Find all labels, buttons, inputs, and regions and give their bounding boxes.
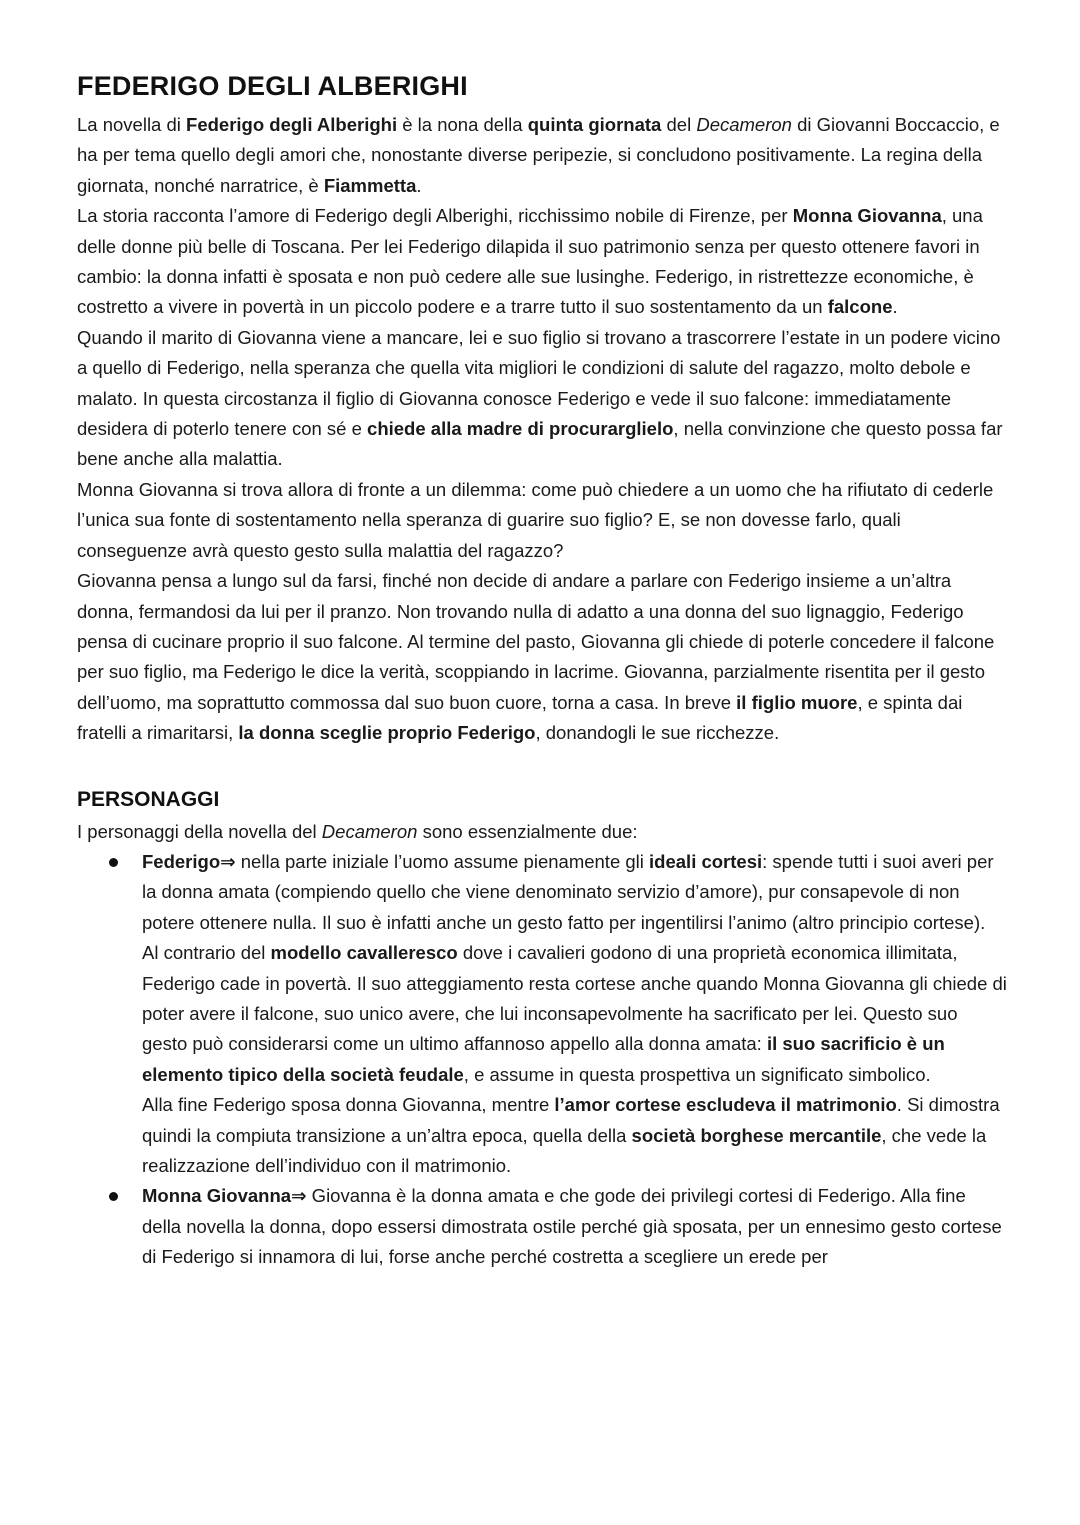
federigo-paragraph-2 [142, 938, 1007, 1090]
bold-text: chiede alla madre di procurarglielo [367, 418, 674, 440]
text: di Giovanni Boccaccio, e ha per tema quello degli amori che, nonostante diverse peripezie, si concludono positivamente. La regina della giornata, nonché narratrice, è [77, 114, 1000, 196]
text: , che vede la realizzazione dell’individuo con il matrimonio. [142, 1124, 987, 1176]
text: del [661, 114, 697, 135]
character-name: Federigo⇒ [142, 850, 236, 872]
text: , donandogli le sue ricchezze. [535, 722, 780, 744]
bold-text: ideali cortesi [649, 850, 763, 872]
paragraph-intro [77, 110, 1007, 201]
italic-text: Decameron [696, 114, 792, 135]
text: , una delle donne più belle di Toscana. Per lei Federigo dilapida il suo patrimonio senza per questo ottenere favori in cambio: la donna infatti è sposata e non può cedere alle sue lusinghe. Federigo, in ristrettezze economiche, è costretto a vivere in povertà in un piccolo podere e a trarre tutto il suo sostentamento da un [77, 205, 983, 318]
text: è la nona della [397, 114, 528, 135]
text: I personaggi della novella del [77, 820, 322, 842]
paragraph-personaggi-intro [77, 817, 1007, 847]
bold-text: falcone [827, 296, 893, 318]
text: : spende tutti i suoi averi per la donna amata (compiendo quello che viene denominato servizio d’amore), pur consapevole di non potere ottenere nulla. Il suo è infatti anche un gesto fatto per ingentilirsi l’animo (altro principio cortese). [142, 850, 994, 933]
bold-text: Fiammetta [323, 174, 417, 196]
paragraph-dilemma: Monna Giovanna si trova allora di fronte a un dilemma: come può chiedere a un uomo che ha rifiutato di cederle l’unica sua fonte di sostentamento nella speranza di guarire suo figlio? E, se non dovesse farlo, quali conseguenze avrà questo gesto sulla malattia del ragazzo? [77, 478, 994, 561]
text: Giovanna è la donna amata e che gode dei privilegi cortesi di Federigo. Alla fine della novella la donna, dopo essersi dimostrata ostile perché già sposata, per un ennesimo gesto cortese di Federigo si innamora di lui, forse anche perché costretta a scegliere un erede per [142, 1185, 1002, 1268]
section-heading-personaggi: PERSONAGGI [77, 787, 220, 811]
italic-text: Decameron [321, 820, 418, 842]
text: Giovanna pensa a lungo sul da farsi, finché non decide di andare a parlare con Federigo insieme a un’altra donna, fermandosi da lui per il pranzo. Non trovando nulla di adatto a una donna del suo lignaggio, Federigo pensa di cucinare proprio il suo falcone. Al termine del pasto, Giovanna gli chiede di poterle concedere il falcone per suo figlio, ma Federigo le dice la verità, scoppiando in lacrime. Giovanna, parzialmente risentita per il gesto dell’uomo, ma soprattutto commossa dal suo buon cuore, torna a casa. In breve [77, 570, 995, 713]
bullet-icon [109, 858, 118, 867]
text: Quando il marito di Giovanna viene a mancare, lei e suo figlio si trovano a trascorrere l’estate in un podere vicino a quello di Federigo, nella speranza che quella vita migliori le condizioni di salute del ragazzo, molto debole e malato. In questa circostanza il figlio di Giovanna conosce Federigo e vede il suo falcone: immediatamente desidera di poterlo tenere con sé e [77, 326, 1001, 440]
text: , e assume in questa prospettiva un significato simbolico. [463, 1063, 931, 1085]
giovanna-paragraph-1 [142, 1181, 1007, 1272]
text: , e spinta dai fratelli a rimaritarsi, [77, 691, 963, 744]
character-list [77, 847, 1007, 1273]
federigo-paragraph-3 [142, 1090, 1007, 1181]
bold-text: il figlio muore [736, 691, 858, 713]
federigo-paragraph-1 [142, 847, 1007, 938]
bold-text: l’amor cortese escludeva il matrimonio [554, 1094, 897, 1116]
list-item-giovanna [77, 1181, 1007, 1272]
bold-text: la donna sceglie proprio Federigo [238, 722, 536, 744]
text: . Si dimostra quindi la compiuta transizione a un’altra epoca, quella della [142, 1094, 1000, 1146]
bold-text: modello cavalleresco [270, 942, 458, 964]
bold-text: società borghese mercantile [631, 1124, 882, 1146]
bold-text: il suo sacrificio è un elemento tipico della società feudale [142, 1033, 945, 1085]
list-item-federigo [77, 847, 1007, 1181]
section-gap [77, 749, 1007, 785]
character-name: Monna Giovanna⇒ [142, 1185, 307, 1207]
text: sono essenzialmente due: [417, 820, 638, 842]
document-page [77, 68, 1007, 1273]
bold-text: Monna Giovanna [792, 205, 942, 227]
text: La novella di [77, 114, 187, 135]
text: . [416, 174, 422, 196]
text: La storia racconta l’amore di Federigo degli Alberighi, ricchissimo nobile di Firenze, per [77, 205, 793, 227]
text: dove i cavalieri godono di una proprietà economica illimitata, Federigo cade in povertà. Il suo atteggiamento resta cortese anche quando Monna Giovanna gli chiede di poter avere il falcone, suo unico avere, che lui inconsapevolmente ha sacrificato per lei. Questo suo gesto può considerarsi come un ultimo affannoso appello alla donna amata: [142, 942, 1007, 1055]
bold-text: quinta giornata [527, 114, 662, 135]
text: nella parte iniziale l’uomo assume pienamente gli [235, 850, 650, 872]
bullet-icon [109, 1192, 118, 1201]
document-title: FEDERIGO DEGLI ALBERIGHI [77, 71, 468, 101]
text: Alla fine Federigo sposa donna Giovanna, mentre [142, 1094, 555, 1116]
paragraph-story [77, 201, 1007, 323]
bold-text: Federigo degli Alberighi [186, 114, 398, 135]
text: , nella convinzione che questo possa far bene anche alla malattia. [77, 418, 1003, 470]
paragraph-husband [77, 323, 1007, 475]
paragraph-ending [77, 566, 1007, 748]
text: . [892, 296, 898, 318]
text: Al contrario del [142, 942, 271, 964]
